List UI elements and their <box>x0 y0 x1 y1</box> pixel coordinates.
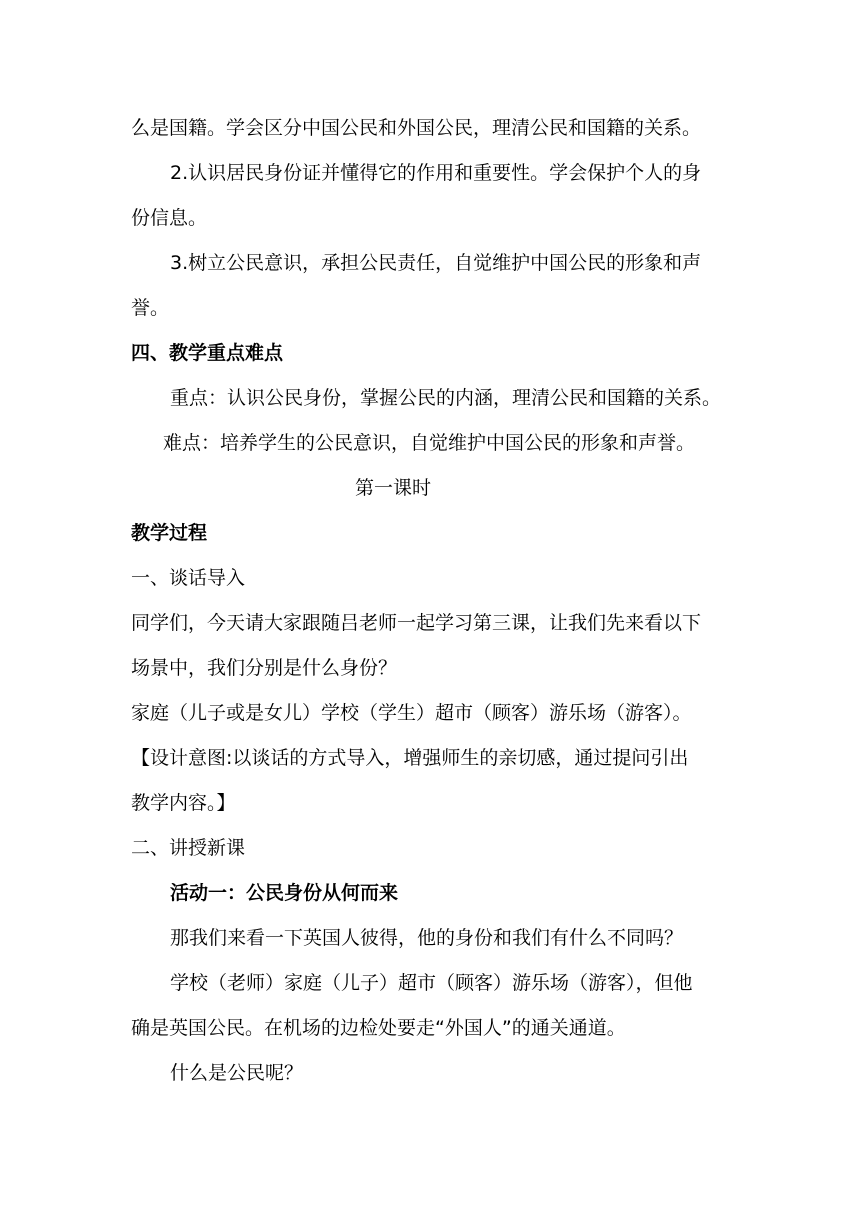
scenes-line: 家庭（儿子或是女儿）学校（学生）超市（顾客）游乐场（游客）。 <box>131 702 692 724</box>
design-intent-line-1: 【设计意图:以谈话的方式导入，增强师生的亲切感，通过提问引出 <box>131 747 689 769</box>
heading-teaching-process: 教学过程 <box>131 522 208 544</box>
section-heading-new-lesson: 二、讲授新课 <box>131 837 246 859</box>
intro-line-2: 场景中，我们分别是什么身份？ <box>131 657 398 679</box>
peter-line-1: 学校（老师）家庭（儿子）超市（顾客）游乐场（游客），但他 <box>170 972 693 994</box>
peter-question: 那我们来看一下英国人彼得，他的身份和我们有什么不同吗？ <box>170 927 684 949</box>
objective-2-line-2: 份信息。 <box>131 207 208 229</box>
activity-1-heading: 活动一：公民身份从何而来 <box>170 882 399 904</box>
section-heading-introduction: 一、谈话导入 <box>131 567 246 589</box>
objective-3-line-2: 誉。 <box>131 297 170 319</box>
intro-line-1: 同学们，今天请大家跟随吕老师一起学习第三课，让我们先来看以下 <box>131 612 702 634</box>
citizen-question: 什么是公民呢？ <box>170 1062 304 1084</box>
design-intent-line-2: 教学内容。】 <box>131 792 236 814</box>
lesson-title: 第一课时 <box>355 477 432 499</box>
key-point: 重点：认识公民身份，掌握公民的内涵，理清公民和国籍的关系。 <box>170 387 722 409</box>
objective-3-line-1: 3.树立公民意识，承担公民责任，自觉维护中国公民的形象和声 <box>170 252 702 274</box>
heading-key-and-difficult-points: 四、教学重点难点 <box>131 342 284 364</box>
difficult-point: 难点：培养学生的公民意识，自觉维护中国公民的形象和声誉。 <box>163 432 696 454</box>
paragraph-objective-1-continued: 么是国籍。学会区分中国公民和外国公民，理清公民和国籍的关系。 <box>131 117 702 139</box>
peter-line-2: 确是英国公民。在机场的边检处要走“外国人”的通关通道。 <box>131 1017 626 1039</box>
objective-2-line-1: 2.认识居民身份证并懂得它的作用和重要性。学会保护个人的身 <box>170 162 702 184</box>
